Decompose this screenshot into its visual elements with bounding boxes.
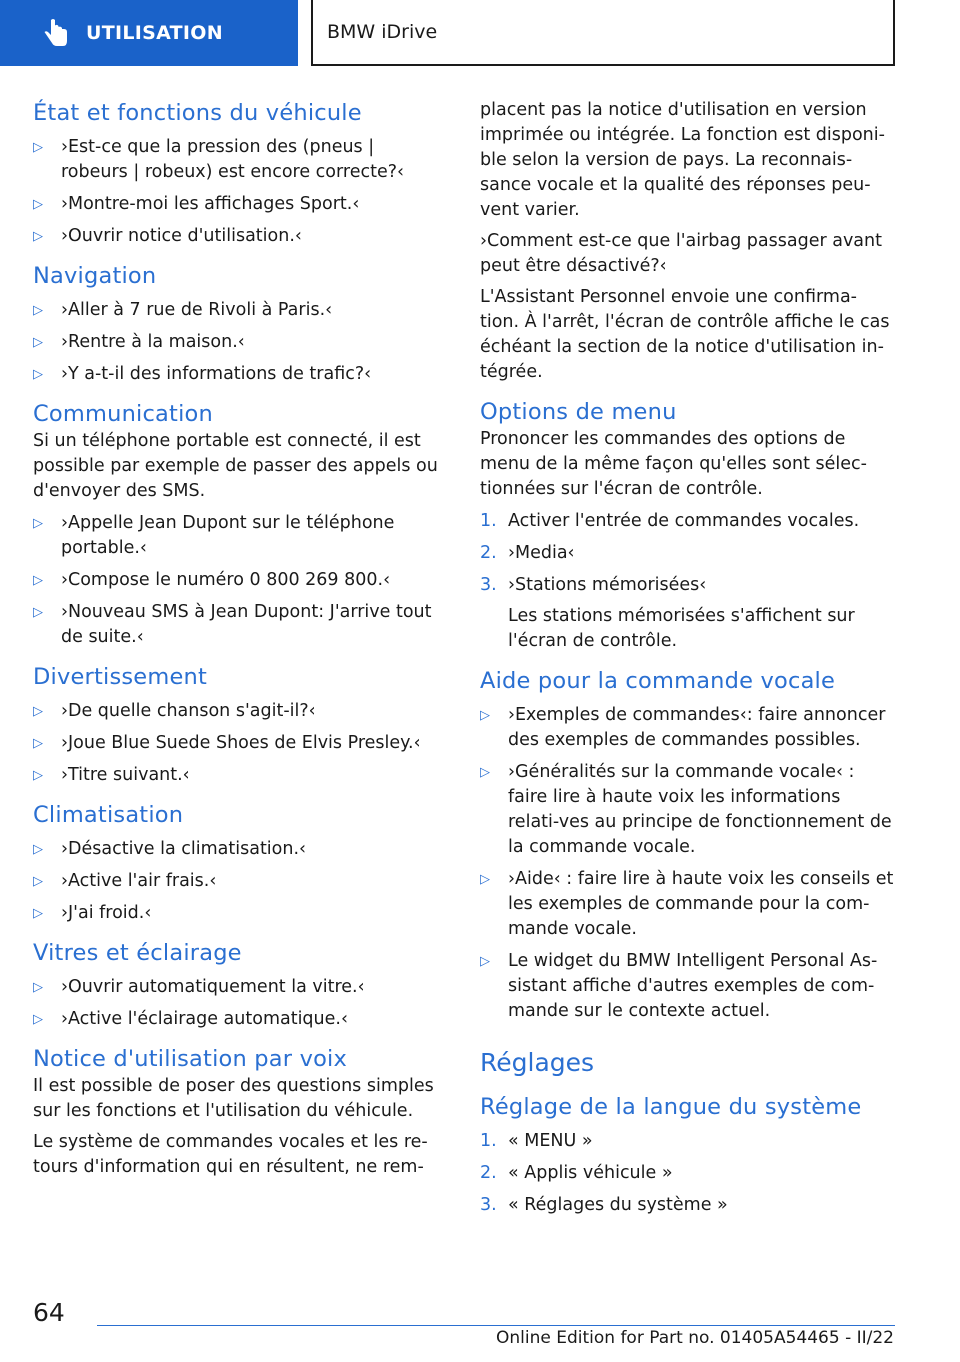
bullet-list bbox=[33, 975, 443, 1032]
section-heading: Réglage de la langue du système bbox=[480, 1094, 862, 1120]
step-number: 2. bbox=[480, 1163, 497, 1183]
list-item: ▷ ›Joue Blue Suede Shoes de Elvis Presley.‹ bbox=[33, 731, 443, 756]
list-item: ▷ ›Généralités sur la commande vocale‹ : faire lire à haute voix les informations relati-ves au principe de fonctionnement de la commande vocale. bbox=[480, 760, 895, 860]
list-item bbox=[480, 541, 895, 566]
step-text: « Applis véhicule » bbox=[508, 1163, 673, 1183]
paragraph: ›Comment est-ce que l'airbag passager avant peut être désactivé?‹ bbox=[480, 231, 882, 276]
list-item: ▷ ›Aller à 7 rue de Rivoli à Paris.‹ bbox=[33, 298, 443, 323]
step-note: Les stations mémorisées s'affichent sur l'écran de contrôle. bbox=[508, 606, 855, 651]
list-item: ▷ ›Y a-t-il des informations de trafic?‹ bbox=[33, 362, 443, 387]
list-item: ▷ ›J'ai froid.‹ bbox=[33, 901, 443, 926]
section-heading: Divertissement bbox=[33, 664, 207, 690]
edition-footer: Online Edition for Part no. 01405A54465 - II/22 bbox=[495, 1328, 894, 1348]
section-heading: Notice d'utilisation par voix bbox=[33, 1046, 348, 1072]
section-heading: État et fonctions du véhicule bbox=[33, 100, 362, 126]
list-item: ▷ ›Active l'éclairage automatique.‹ bbox=[33, 1007, 443, 1032]
bullet-list bbox=[33, 699, 443, 788]
section-heading: Climatisation bbox=[33, 802, 184, 828]
list-item: ▷ ›Aide‹ : faire lire à haute voix les conseils et les exemples de commande pour la com-mande vocale. bbox=[480, 867, 895, 942]
list-item: ▷ ›Ouvrir notice d'utilisation.‹ bbox=[33, 224, 443, 249]
section-heading: Vitres et éclairage bbox=[33, 940, 242, 966]
list-item bbox=[480, 1161, 895, 1186]
list-item: ▷ ›Ouvrir automatiquement la vitre.‹ bbox=[33, 975, 443, 1000]
paragraph: Si un téléphone portable est connecté, il est possible par exemple de passer des appels ou d'envoyer des SMS. bbox=[33, 431, 438, 501]
step-number: 2. bbox=[480, 543, 497, 563]
list-item: ▷ ›Appelle Jean Dupont sur le téléphone portable.‹ bbox=[33, 511, 443, 561]
numbered-list bbox=[480, 509, 895, 654]
step-text: « MENU » bbox=[508, 1131, 593, 1151]
list-item: ▷ ›Exemples de commandes‹: faire annoncer des exemples de commandes possibles. bbox=[480, 703, 895, 753]
right-column bbox=[480, 98, 895, 1218]
list-item: ▷ ›Désactive la climatisation.‹ bbox=[33, 837, 443, 862]
section-heading: Communication bbox=[33, 401, 213, 427]
list-item: ▷ Le widget du BMW Intelligent Personal As-sistant affiche d'autres exemples de com-mande sur le contexte actuel. bbox=[480, 949, 895, 1024]
footer-divider bbox=[97, 1325, 895, 1326]
bullet-list bbox=[480, 703, 895, 1024]
step-text: Activer l'entrée de commandes vocales. bbox=[508, 511, 860, 531]
bullet-list bbox=[33, 837, 443, 926]
list-item: ▷ ›Rentre à la maison.‹ bbox=[33, 330, 443, 355]
numbered-list bbox=[480, 1129, 895, 1218]
list-item: ▷ ›Active l'air frais.‹ bbox=[33, 869, 443, 894]
touch-hand-icon bbox=[42, 18, 70, 48]
section-heading: Aide pour la commande vocale bbox=[480, 668, 836, 694]
chapter-title: BMW iDrive bbox=[327, 21, 438, 43]
page-number: 64 bbox=[33, 1298, 65, 1327]
bullet-list bbox=[33, 511, 443, 650]
bullet-list bbox=[33, 135, 443, 249]
section-heading: Navigation bbox=[33, 263, 157, 289]
list-item: ▷ ›Titre suivant.‹ bbox=[33, 763, 443, 788]
paragraph: Le système de commandes vocales et les re-tours d'information qui en résultent, ne rem- bbox=[33, 1132, 428, 1177]
step-number: 1. bbox=[480, 511, 497, 531]
chapter-header bbox=[311, 0, 895, 66]
step-text: ›Media‹ bbox=[508, 543, 575, 563]
bullet-list bbox=[33, 298, 443, 387]
paragraph: L'Assistant Personnel envoie une confirma-tion. À l'arrêt, l'écran de contrôle affiche le cas échéant la section de la notice d'utilisation in-tégrée. bbox=[480, 287, 890, 382]
list-item: ▷ ›Est-ce que la pression des (pneus | robeurs | robeux) est encore correcte?‹ bbox=[33, 135, 443, 185]
paragraph: placent pas la notice d'utilisation en version imprimée ou intégrée. La fonction est disponi-ble selon la version de pays. La reconnais-sance vocale et la qualité des réponses peu-vent varier. bbox=[480, 100, 885, 220]
list-item: ▷ ›Nouveau SMS à Jean Dupont: J'arrive tout de suite.‹ bbox=[33, 600, 443, 650]
list-item bbox=[480, 573, 895, 654]
list-item bbox=[480, 1129, 895, 1154]
section-heading: Options de menu bbox=[480, 399, 677, 425]
step-number: 3. bbox=[480, 1195, 497, 1215]
list-item: ▷ ›Montre-moi les affichages Sport.‹ bbox=[33, 192, 443, 217]
chapter-heading: Réglages bbox=[480, 1048, 595, 1077]
section-tab bbox=[0, 0, 298, 66]
list-item: ▷ ›Compose le numéro 0 800 269 800.‹ bbox=[33, 568, 443, 593]
paragraph: Il est possible de poser des questions simples sur les fonctions et l'utilisation du véhicule. bbox=[33, 1076, 434, 1121]
list-item bbox=[480, 1193, 895, 1218]
paragraph: Prononcer les commandes des options de menu de la même façon qu'elles sont sélec-tionnées sur l'écran de contrôle. bbox=[480, 429, 867, 499]
left-column bbox=[33, 98, 443, 1180]
step-number: 3. bbox=[480, 575, 497, 595]
list-item bbox=[480, 509, 895, 534]
section-label: UTILISATION bbox=[86, 22, 223, 44]
step-text: « Réglages du système » bbox=[508, 1195, 728, 1215]
step-number: 1. bbox=[480, 1131, 497, 1151]
step-text: ›Stations mémorisées‹ bbox=[508, 575, 707, 595]
list-item: ▷ ›De quelle chanson s'agit-il?‹ bbox=[33, 699, 443, 724]
